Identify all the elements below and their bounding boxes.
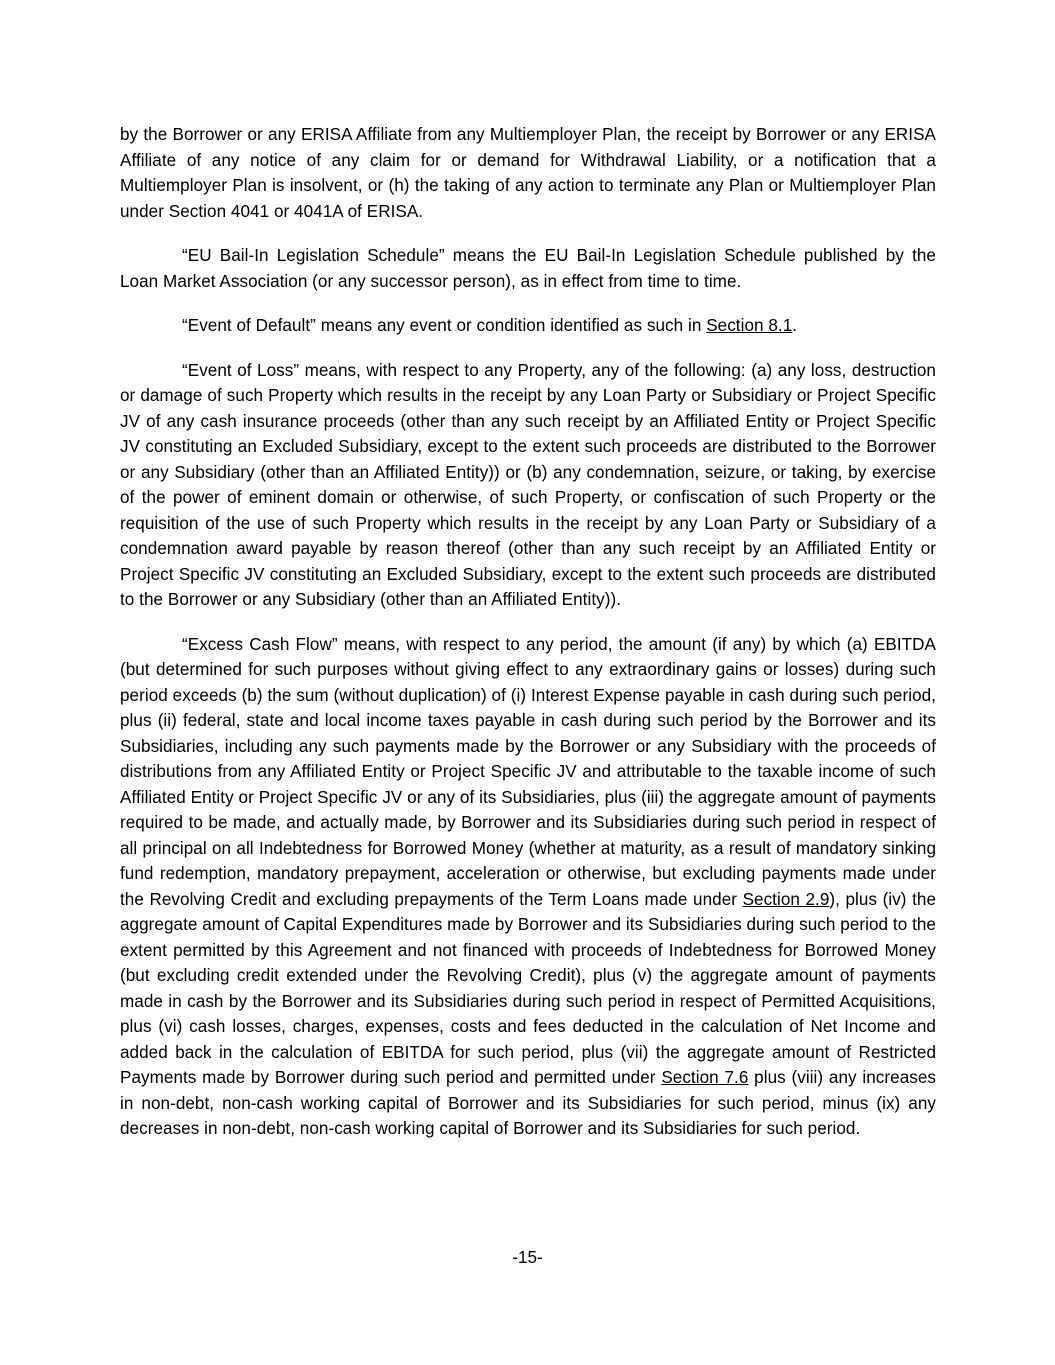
section-reference: Section 7.6 xyxy=(661,1068,749,1087)
section-reference: Section 8.1 xyxy=(706,316,793,335)
section-reference: Section 2.9 xyxy=(742,889,830,909)
paragraph-eu-bail-in-legislation-schedule: “EU Bail-In Legislation Schedule” means the EU Bail-In Legislation Schedule published by the Loan Market Association (or any successor person), as in effect from time to time. xyxy=(120,246,936,291)
document-body xyxy=(120,122,936,1142)
paragraph-event-of-loss: “Event of Loss” means, with respect to any Property, any of the following: (a) any loss, destruction or damage of such Property which results in the receipt by any Loan Party or Subsidiary or Project Specific JV of any cash insurance proceeds (other than any such receipt by an Affiliated Entity or Project Specific JV constituting an Excluded Subsidiary, except to the extent such proceeds are distributed to the Borrower or any Subsidiary (other than an Affiliated Entity)) or (b) any condemnation, seizure, or taking, by exercise of the power of eminent domain or otherwise, of such Property, or confiscation of such Property or the requisition of the use of such Property which results in the receipt by any Loan Party or Subsidiary of a condemnation award payable by reason thereof (other than any such receipt by an Affiliated Entity or Project Specific JV constituting an Excluded Subsidiary, except to the extent such proceeds are distributed to the Borrower or any Subsidiary (other than an Affiliated Entity)). xyxy=(120,360,936,609)
paragraph-erisa-continuation: by the Borrower or any ERISA Affiliate from any Multiemployer Plan, the receipt by Borrower or any ERISA Affiliate of any notice of any claim for or demand for Withdrawal Liability, or a notification that a Multiemployer Plan is insolvent, or (h) the taking of any action to terminate any Plan or Multiemployer Plan under Section 4041 or 4041A of ERISA. xyxy=(120,125,936,221)
paragraph-event-of-default: “Event of Default” means any event or condition identified as such in Section 8.1. xyxy=(182,316,798,335)
paragraph-excess-cash-flow: “Excess Cash Flow” means, with respect to any period, the amount (if any) by which (a) EBITDA (but determined for such purposes without giving effect to any extraordinary gains or losses) during such period exceeds (b) the sum (without duplication) of (i) Interest Expense payable in cash during such period, plus (ii) federal, state and local income taxes payable in cash during such period by the Borrower and its Subsidiaries, including any such payments made by the Borrower or any Subsidiary with the proceeds of distributions from any Affiliated Entity or Project Specific JV and attributable to the taxable income of such Affiliated Entity or Project Specific JV or any of its Subsidiaries, plus (iii) the aggregate amount of payments required to be made, and actually made, by Borrower and its Subsidiaries during such period in respect of all principal on all Indebtedness for Borrowed Money (whether at maturity, as a result of mandatory sinking fund redemption, mandatory prepayment, acceleration or otherwise, but excluding payments made under the Revolving Credit and excluding prepayments of the Term Loans made under Section 2.9), plus (iv) the aggregate amount of Capital Expenditures made by Borrower and its Subsidiaries during such period to the extent permitted by this Agreement and not financed with proceeds of Indebtedness for Borrowed Money (but excluding credit extended under the Revolving Credit), plus (v) the aggregate amount of payments made in cash by the Borrower and its Subsidiaries during such period in respect of Permitted Acquisitions, plus (vi) cash losses, charges, expenses, costs and fees deducted in the calculation of Net Income and added back in the calculation of EBITDA for such period, plus (vii) the aggregate amount of Restricted Payments made by Borrower during such period and permitted under Section 7.6 plus (viii) any increases in non-debt, non-cash working capital of Borrower and its Subsidiaries for such period, minus (ix) any decreases in non-debt, non-cash working capital of Borrower and its Subsidiaries for such period. xyxy=(120,634,937,1138)
page-number: -15- xyxy=(512,1248,543,1267)
